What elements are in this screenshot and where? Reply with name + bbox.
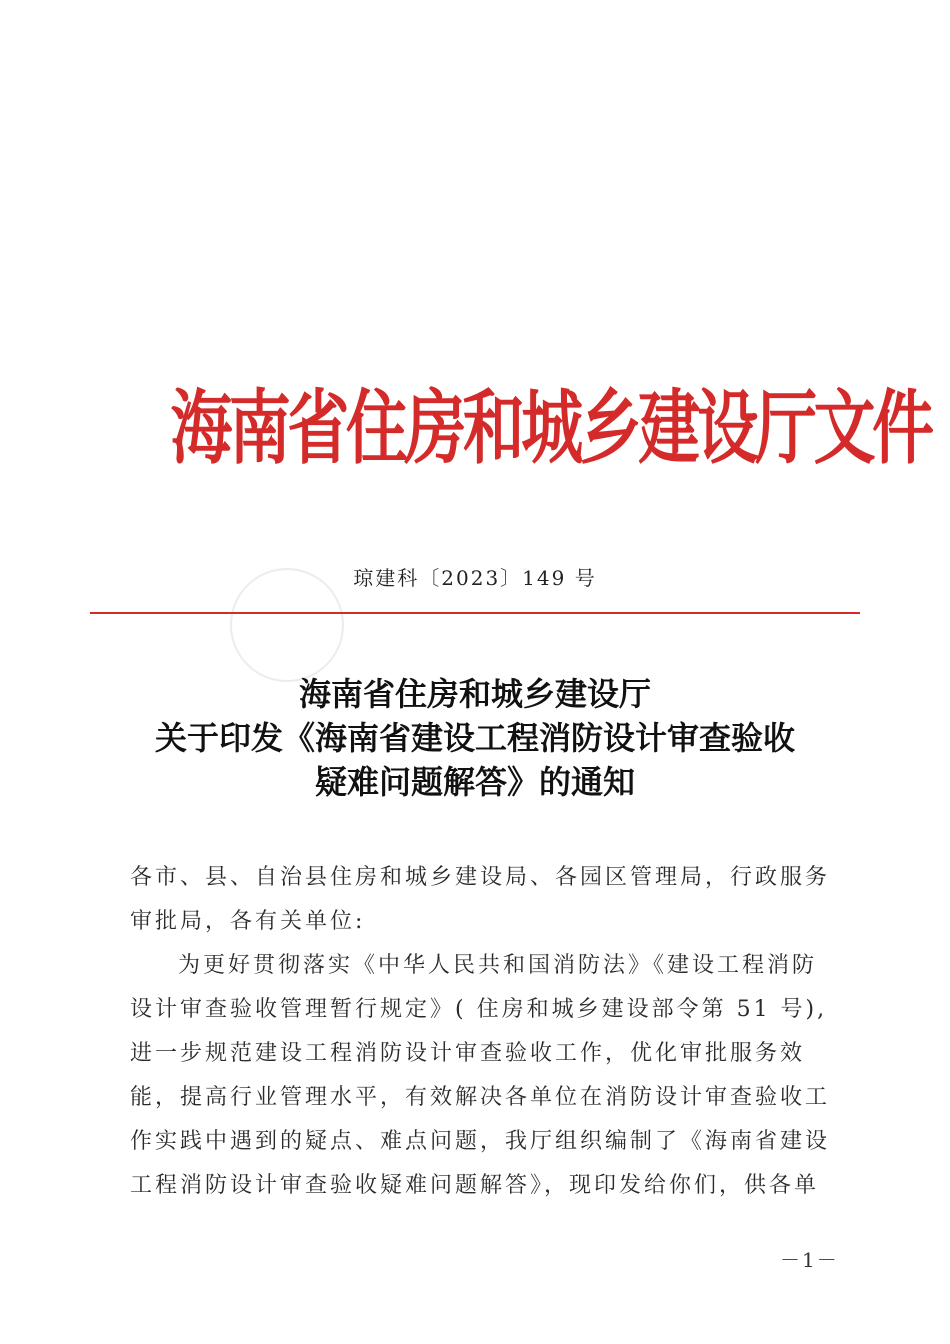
notice-title [80, 672, 870, 804]
red-divider-line [90, 612, 860, 614]
body-line-4: 设计审查验收管理暂行规定》( 住房和城乡建设部令第 51 号), [130, 997, 828, 1022]
title-line-3: 疑难问题解答》的通知 [314, 763, 635, 801]
body-line-7: 作实践中遇到的疑点、难点问题，我厅组织编制了《海南省建设 [130, 1129, 831, 1154]
body-line-2: 审批局，各有关单位: [130, 909, 366, 934]
body-line-6: 能，提高行业管理水平，有效解决各单位在消防设计审查验收工 [130, 1085, 831, 1110]
page-number: －1－ [780, 1248, 839, 1272]
body-line-1: 各市、县、自治县住房和城乡建设局、各园区管理局，行政服务 [130, 865, 831, 890]
body-line-5: 进一步规范建设工程消防设计审查验收工作，优化审批服务效 [130, 1041, 806, 1066]
title-line-1: 海南省住房和城乡建设厅 [298, 675, 651, 713]
masthead-title: 海南省住房和城乡建设厅文件 [170, 380, 931, 476]
title-line-2: 关于印发《海南省建设工程消防设计审查验收 [154, 719, 795, 757]
body-line-3: 为更好贯彻落实《中华人民共和国消防法》《建设工程消防 [178, 953, 818, 978]
body-line-8: 工程消防设计审查验收疑难问题解答》，现印发给你们，供各单 [130, 1173, 820, 1198]
body-text [130, 856, 840, 1208]
document-number: 琼建科〔2023〕149 号 [353, 566, 597, 590]
